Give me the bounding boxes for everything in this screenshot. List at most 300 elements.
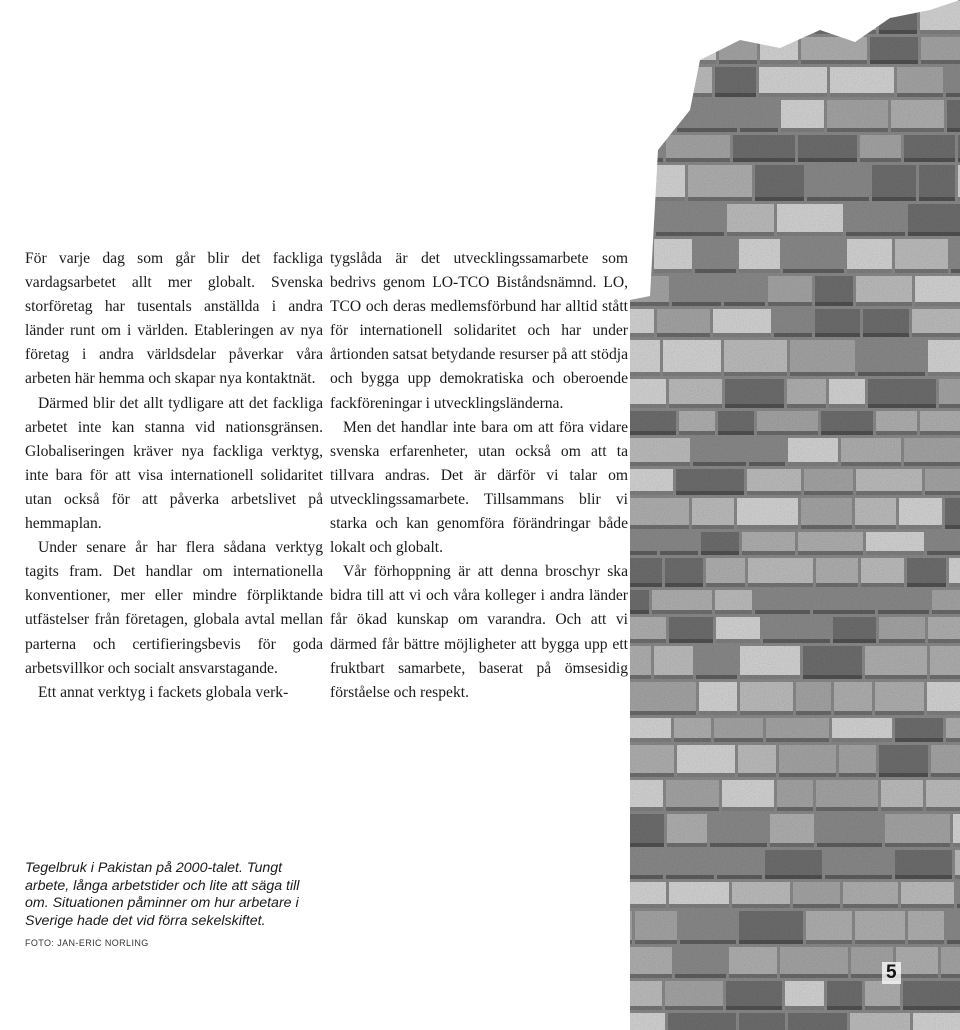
brick xyxy=(930,646,960,679)
brick xyxy=(895,239,948,273)
brick-shadow xyxy=(755,197,804,201)
brick xyxy=(715,67,756,97)
brick-shadow xyxy=(693,462,746,466)
brick xyxy=(630,239,651,273)
brick-shadow xyxy=(928,639,960,643)
brick-shadow xyxy=(855,940,905,944)
brick-shadow xyxy=(920,431,960,435)
brick xyxy=(861,558,904,587)
brick-shadow xyxy=(740,128,778,132)
brick xyxy=(665,981,723,1010)
brick xyxy=(738,745,776,777)
brick xyxy=(630,745,674,777)
brick xyxy=(825,850,892,879)
brick xyxy=(801,498,852,529)
brick-shadow xyxy=(699,711,737,715)
brick xyxy=(657,309,710,337)
brick-shadow xyxy=(692,525,734,529)
brick-shadow xyxy=(677,128,737,132)
brick-shadow xyxy=(666,875,714,879)
brick xyxy=(724,340,787,376)
brick xyxy=(896,947,938,978)
brick-shadow xyxy=(663,372,721,376)
brick-shadow xyxy=(926,807,960,811)
brick-shadow xyxy=(715,610,752,614)
brick xyxy=(630,780,663,811)
brick xyxy=(908,204,960,236)
text-column-left xyxy=(25,247,323,705)
brick-shadow xyxy=(764,30,812,34)
brick-shadow xyxy=(742,551,795,555)
brick-shadow xyxy=(718,431,754,435)
brick-shadow xyxy=(631,128,674,132)
brick xyxy=(654,239,692,273)
brick-shadow xyxy=(733,158,795,162)
brick xyxy=(790,340,855,376)
brick xyxy=(897,67,943,97)
brick-shadow xyxy=(947,940,960,944)
brick xyxy=(630,340,660,376)
brick-shadow xyxy=(813,610,875,614)
brick xyxy=(904,438,960,466)
brick xyxy=(903,981,960,1010)
brick xyxy=(941,947,960,978)
brick xyxy=(899,498,942,529)
brick xyxy=(630,947,672,978)
brick-shadow xyxy=(755,610,810,614)
paragraph: tygslåda är det utvecklingssamarbete som bedrivs genom LO-TCO Biståndsnämnd. LO, TCO och deras medlemsförbund har alltid stått för internationell solidaritet och har under årtionden satsat betydande resurser på att stödja och bygga upp demokratiska och oberoende fackföreningar i utvecklingsländerna. xyxy=(330,250,628,412)
brick xyxy=(788,438,838,466)
brick xyxy=(879,1,917,34)
brick-shadow xyxy=(804,491,853,495)
brick xyxy=(719,37,757,64)
brick xyxy=(870,37,918,64)
brick xyxy=(863,309,909,337)
brick-shadow xyxy=(796,711,831,715)
brick xyxy=(947,100,960,132)
brick-shadow xyxy=(949,583,960,587)
brick-shadow xyxy=(928,372,960,376)
brick-shadow xyxy=(904,462,960,466)
brick xyxy=(913,1013,960,1030)
brick xyxy=(875,682,924,715)
brick-shadow xyxy=(939,404,960,408)
brick-shadow xyxy=(951,269,960,273)
brick-shadow xyxy=(908,232,960,236)
brick-shadow xyxy=(806,940,852,944)
brick xyxy=(693,438,746,466)
brick-shadow xyxy=(780,974,848,978)
brick-shadow xyxy=(777,807,813,811)
brick xyxy=(631,100,674,132)
brick-shadow xyxy=(660,551,698,555)
paragraph: Men det handlar inte bara om att föra vidare svenska erfarenheter, utan också om att ta tillvara andras. Det är därför vi talar om utvecklingssamarbete. Tillsammans blir vi starka och kan genomföra förändringar både lokalt och globalt. xyxy=(330,418,628,557)
brick-shadow xyxy=(839,773,876,777)
brick xyxy=(949,558,960,587)
brick-shadow xyxy=(740,711,793,715)
brick xyxy=(665,558,703,587)
brick-shadow xyxy=(946,93,960,97)
brick-shadow xyxy=(677,773,735,777)
brick-shadow xyxy=(630,431,676,435)
brick-shadow xyxy=(706,583,745,587)
brick-shadow xyxy=(722,807,774,811)
brick xyxy=(692,498,734,529)
brick xyxy=(740,682,793,715)
brick-shadow xyxy=(630,302,669,306)
brick xyxy=(860,135,901,162)
brick xyxy=(667,814,707,847)
brick xyxy=(770,814,814,847)
brick-shadow xyxy=(861,583,904,587)
brick-shadow xyxy=(630,30,673,34)
brick xyxy=(907,558,946,587)
brick xyxy=(816,558,858,587)
brick-shadow xyxy=(897,93,943,97)
brick-shadow xyxy=(765,875,822,879)
brick xyxy=(827,100,888,132)
brick-shadow xyxy=(932,610,960,614)
brick-shadow xyxy=(724,302,765,306)
brick-shadow xyxy=(903,1006,960,1010)
brick-shadow xyxy=(654,675,693,679)
brick xyxy=(895,850,952,879)
brick-shadow xyxy=(678,60,716,64)
brick xyxy=(717,850,762,879)
brick xyxy=(926,780,960,811)
brick xyxy=(816,780,878,811)
brick-stack-photo xyxy=(630,0,960,1030)
brick xyxy=(927,682,960,715)
brick-shadow xyxy=(630,197,685,201)
brick xyxy=(951,239,960,273)
brick xyxy=(727,204,774,236)
brick-shadow xyxy=(726,1006,782,1010)
brick-shadow xyxy=(770,843,814,847)
brick xyxy=(885,814,950,847)
brick xyxy=(939,379,960,408)
brick xyxy=(879,745,928,777)
brick xyxy=(630,981,662,1010)
brick xyxy=(781,100,824,132)
brick-shadow xyxy=(630,875,663,879)
brick-shadow xyxy=(895,875,952,879)
brick xyxy=(834,682,872,715)
brick-shadow xyxy=(630,738,671,742)
brick xyxy=(856,276,912,306)
brick xyxy=(803,646,862,679)
brick-shadow xyxy=(666,807,719,811)
brick-shadow xyxy=(816,583,858,587)
brick-shadow xyxy=(717,875,762,879)
brick-shadow xyxy=(870,60,918,64)
brick-shadow xyxy=(657,333,710,337)
brick xyxy=(865,981,900,1010)
brick xyxy=(841,438,901,466)
brick xyxy=(807,165,869,201)
brick xyxy=(666,850,714,879)
brick xyxy=(829,379,865,408)
brick xyxy=(783,239,844,273)
brick-shadow xyxy=(945,525,960,529)
brick-shadow xyxy=(666,158,730,162)
brick-shadow xyxy=(895,269,948,273)
brick xyxy=(630,498,689,529)
brick xyxy=(724,276,765,306)
brick xyxy=(733,135,795,162)
brick xyxy=(839,745,876,777)
brick-shadow xyxy=(680,940,736,944)
paragraph: Under senare år har flera sådana verktyg tagits fram. Det handlar om internationella konventioner, mer eller mindre förpliktande utfästelser från företagen, globala avtal mellan parterna och certifieringsbevis för goda arbetsvillkor och socialt ansvarstagande. xyxy=(25,539,323,677)
brick-shadow xyxy=(729,974,777,978)
brick xyxy=(779,745,836,777)
brick-shadow xyxy=(847,269,892,273)
brick xyxy=(817,814,882,847)
brick-shadow xyxy=(846,232,905,236)
brick-shadow xyxy=(843,904,898,908)
brick xyxy=(630,682,696,715)
brick xyxy=(904,135,955,162)
brick-shadow xyxy=(878,610,929,614)
brick xyxy=(919,165,955,201)
brick xyxy=(654,646,693,679)
brick-shadow xyxy=(630,807,663,811)
brick-shadow xyxy=(713,333,771,337)
brick xyxy=(664,67,712,97)
brick-shadow xyxy=(665,1006,723,1010)
brick-shadow xyxy=(740,675,800,679)
brick-shadow xyxy=(881,807,923,811)
brick-shadow xyxy=(868,404,936,408)
brick-shadow xyxy=(759,93,827,97)
brick-shadow xyxy=(801,60,867,64)
brick xyxy=(801,37,867,64)
photo-credit: FOTO: JAN-ERIC NORLING xyxy=(25,938,149,948)
brick-shadow xyxy=(925,491,960,495)
brick-shadow xyxy=(801,525,852,529)
brick-shadow xyxy=(821,431,873,435)
brick-shadow xyxy=(766,738,829,742)
brick xyxy=(921,37,960,64)
paragraph: Därmed blir det allt tydligare att det fackliga arbetet inte kan stanna vid nationsgränsen. Globaliseringen kräver nya fackliga verktyg, inte bara för att visa internationell solidaritet utan också för att påverka arbetslivet på hemmaplan. xyxy=(25,394,323,533)
brick-shadow xyxy=(630,93,661,97)
brick xyxy=(739,239,780,273)
brick-shadow xyxy=(920,30,960,34)
brick xyxy=(669,379,722,408)
brick xyxy=(785,981,824,1010)
brick-shadow xyxy=(858,372,925,376)
brick xyxy=(630,558,662,587)
brick-shadow xyxy=(630,904,666,908)
brick-shadow xyxy=(787,404,826,408)
brick-shadow xyxy=(763,639,830,643)
brick xyxy=(677,745,735,777)
brick xyxy=(722,780,774,811)
brick-shadow xyxy=(679,431,715,435)
brick xyxy=(815,309,860,337)
brick xyxy=(710,814,767,847)
brick-shadow xyxy=(732,904,790,908)
brick xyxy=(945,498,960,529)
brick-shadow xyxy=(908,940,944,944)
brick xyxy=(656,204,724,236)
brick xyxy=(955,850,960,879)
brick-shadow xyxy=(656,232,724,236)
brick-shadow xyxy=(739,940,803,944)
brick xyxy=(777,780,813,811)
brick-shadow xyxy=(927,551,960,555)
brick xyxy=(630,135,663,162)
brick xyxy=(672,276,721,306)
brick-shadow xyxy=(630,711,696,715)
brick xyxy=(725,379,784,408)
brick-shadow xyxy=(738,773,776,777)
brick-shadow xyxy=(727,232,774,236)
brick xyxy=(777,204,843,236)
brick-shadow xyxy=(715,93,756,97)
brick-shadow xyxy=(904,158,955,162)
brick-shadow xyxy=(865,675,927,679)
brick xyxy=(675,947,726,978)
brick-shadow xyxy=(896,974,938,978)
brick-shadow xyxy=(630,843,664,847)
brick xyxy=(872,165,916,201)
brick-shadow xyxy=(674,738,711,742)
paragraph: För varje dag som går blir det fackliga vardagsarbetet allt mer globalt. Svenska storföretag har tusentals anställda i andra länder runt om i världen. Etableringen av nya företag i andra världsdelar påverkar våra arbeten här hemma och skapar nya kontaktnät. xyxy=(25,250,323,388)
brick-shadow xyxy=(714,738,763,742)
brick-shadow xyxy=(777,232,843,236)
brick-shadow xyxy=(955,875,960,879)
brick-shadow xyxy=(635,940,677,944)
brick-shadow xyxy=(630,940,632,944)
brick-shadow xyxy=(760,60,798,64)
brick xyxy=(706,558,745,587)
brick-shadow xyxy=(768,302,812,306)
brick xyxy=(663,340,721,376)
brick xyxy=(695,239,736,273)
brick xyxy=(760,37,798,64)
brick-shadow xyxy=(669,404,722,408)
brick xyxy=(788,1013,847,1030)
brick-shadow xyxy=(630,372,660,376)
brick-shadow xyxy=(901,904,954,908)
brick-shadow xyxy=(827,1006,862,1010)
brick xyxy=(765,850,822,879)
brick xyxy=(630,204,653,236)
brick xyxy=(635,911,677,944)
brick-shadow xyxy=(830,93,894,97)
brick xyxy=(915,276,960,306)
brick-shadow xyxy=(630,974,672,978)
brick xyxy=(759,67,827,97)
brick xyxy=(881,780,923,811)
brick xyxy=(718,1,761,34)
brick-shadow xyxy=(947,128,960,132)
brick xyxy=(928,340,960,376)
brick-shadow xyxy=(829,404,865,408)
brick-shadow xyxy=(921,60,960,64)
brick-shadow xyxy=(919,197,955,201)
brick xyxy=(774,309,812,337)
brick xyxy=(630,850,663,879)
brick-shadow xyxy=(833,639,876,643)
text-column-right xyxy=(330,247,628,705)
brick xyxy=(696,646,737,679)
brick xyxy=(666,780,719,811)
brick-shadow xyxy=(630,462,690,466)
brick-shadow xyxy=(783,269,844,273)
brick-shadow xyxy=(630,610,649,614)
brick-shadow xyxy=(630,639,666,643)
brick-shadow xyxy=(630,773,674,777)
brick-shadow xyxy=(946,738,960,742)
brick xyxy=(676,1,715,34)
brick-shadow xyxy=(863,333,909,337)
brick-shadow xyxy=(785,1006,824,1010)
brick-shadow xyxy=(915,302,960,306)
brick-shadow xyxy=(696,675,737,679)
brick xyxy=(908,911,944,944)
brick-shadow xyxy=(927,711,960,715)
brick xyxy=(953,814,960,847)
brick xyxy=(815,276,853,306)
brick-shadow xyxy=(860,158,901,162)
brick-shadow xyxy=(688,197,752,201)
brick-shadow xyxy=(816,807,878,811)
brick xyxy=(798,135,857,162)
brick-shadow xyxy=(879,639,925,643)
brick xyxy=(630,379,666,408)
brick-shadow xyxy=(779,773,836,777)
brick-shadow xyxy=(710,843,767,847)
brick-shadow xyxy=(899,525,942,529)
brick-shadow xyxy=(855,525,896,529)
brick-shadow xyxy=(875,711,924,715)
brick xyxy=(739,1013,785,1030)
brick xyxy=(630,1013,665,1030)
brick-shadow xyxy=(827,128,888,132)
brick xyxy=(740,646,800,679)
brick-shadow xyxy=(803,675,862,679)
brick-shadow xyxy=(748,583,813,587)
brick xyxy=(858,340,925,376)
brick xyxy=(780,947,848,978)
brick xyxy=(680,911,736,944)
brick xyxy=(630,814,664,847)
brick xyxy=(630,37,675,64)
brick-shadow xyxy=(630,60,675,64)
page-number: 5 xyxy=(882,962,901,984)
brick xyxy=(630,165,685,201)
brick-shadow xyxy=(676,30,715,34)
brick-photo-image xyxy=(630,0,960,1030)
paragraph: Vår förhoppning är att denna broschyr ska bidra till att vi och våra kolleger i andra länder får ökad kunskap om varandra. Och att vi därmed får bättre möjligheter att bygga upp ett fruktbart samarbete, baserat på ömsesidig förståelse och respekt. xyxy=(330,563,628,701)
brick-shadow xyxy=(879,773,928,777)
brick-shadow xyxy=(788,462,838,466)
brick xyxy=(830,67,894,97)
brick-shadow xyxy=(630,232,653,236)
brick xyxy=(912,309,960,337)
brick xyxy=(739,911,803,944)
brick-shadow xyxy=(757,431,818,435)
brick-shadow xyxy=(747,491,801,495)
brick-shadow xyxy=(695,269,736,273)
brick xyxy=(630,911,632,944)
brick xyxy=(946,67,960,97)
brick-shadow xyxy=(701,551,739,555)
brick-shadow xyxy=(793,904,840,908)
brick xyxy=(931,745,960,777)
